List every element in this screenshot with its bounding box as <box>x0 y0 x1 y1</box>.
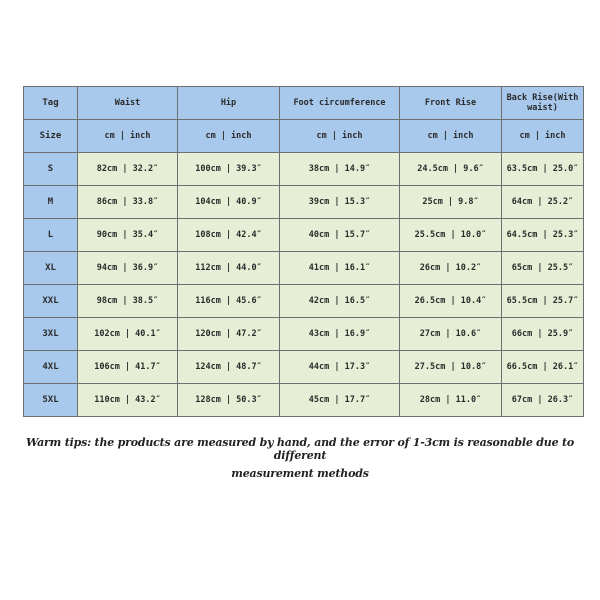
cell-back-rise: 66.5cm | 26.1″ <box>502 351 584 384</box>
table-row <box>24 384 584 417</box>
warm-tips-line-1: Warm tips: the products are measured by hand, and the error of 1-3cm is reasonable due to different <box>25 436 575 462</box>
header-cell-back-rise: Back Rise(With waist) <box>502 87 584 120</box>
cell-hip: 100cm | 39.3″ <box>178 153 280 186</box>
cell-waist: 82cm | 32.2″ <box>78 153 178 186</box>
cell-hip: 116cm | 45.6″ <box>178 285 280 318</box>
cell-hip: 104cm | 40.9″ <box>178 186 280 219</box>
cell-foot-circumference: 44cm | 17.3″ <box>280 351 400 384</box>
cell-waist: 90cm | 35.4″ <box>78 219 178 252</box>
cell-front-rise: 25.5cm | 10.0″ <box>400 219 502 252</box>
cell-front-rise: 24.5cm | 9.6″ <box>400 153 502 186</box>
cell-back-rise: 66cm | 25.9″ <box>502 318 584 351</box>
header-row-tag <box>24 87 584 120</box>
table-row <box>24 285 584 318</box>
cell-waist: 110cm | 43.2″ <box>78 384 178 417</box>
cell-hip: 112cm | 44.0″ <box>178 252 280 285</box>
cell-back-rise: 64cm | 25.2″ <box>502 186 584 219</box>
cell-waist: 106cm | 41.7″ <box>78 351 178 384</box>
cell-front-rise: 25cm | 9.8″ <box>400 186 502 219</box>
cell-front-rise: 26cm | 10.2″ <box>400 252 502 285</box>
cell-foot-circumference: 41cm | 16.1″ <box>280 252 400 285</box>
cell-back-rise: 63.5cm | 25.0″ <box>502 153 584 186</box>
table-row <box>24 318 584 351</box>
cell-foot-circumference: 42cm | 16.5″ <box>280 285 400 318</box>
cell-size: M <box>24 186 78 219</box>
header-cell-size: Size <box>24 120 78 153</box>
header-cell-foot-circumference: Foot circumference <box>280 87 400 120</box>
cell-hip: 108cm | 42.4″ <box>178 219 280 252</box>
header-cell-front-rise: Front Rise <box>400 87 502 120</box>
cell-hip: 128cm | 50.3″ <box>178 384 280 417</box>
header-cell-tag: Tag <box>24 87 78 120</box>
cell-back-rise: 64.5cm | 25.3″ <box>502 219 584 252</box>
cell-waist: 98cm | 38.5″ <box>78 285 178 318</box>
cell-back-rise: 67cm | 26.3″ <box>502 384 584 417</box>
cell-size: XXL <box>24 285 78 318</box>
header-cell-waist: Waist <box>78 87 178 120</box>
table-row <box>24 153 584 186</box>
cell-size: L <box>24 219 78 252</box>
cell-foot-circumference: 39cm | 15.3″ <box>280 186 400 219</box>
warm-tips-line-2: measurement methods <box>231 467 369 480</box>
unit-cell-waist: cm | inch <box>78 120 178 153</box>
cell-waist: 102cm | 40.1″ <box>78 318 178 351</box>
size-chart-table <box>23 86 584 417</box>
cell-front-rise: 27.5cm | 10.8″ <box>400 351 502 384</box>
unit-cell-hip: cm | inch <box>178 120 280 153</box>
table-row <box>24 186 584 219</box>
cell-hip: 120cm | 47.2″ <box>178 318 280 351</box>
unit-cell-foot-circumference: cm | inch <box>280 120 400 153</box>
cell-foot-circumference: 40cm | 15.7″ <box>280 219 400 252</box>
cell-waist: 94cm | 36.9″ <box>78 252 178 285</box>
cell-foot-circumference: 43cm | 16.9″ <box>280 318 400 351</box>
cell-front-rise: 27cm | 10.6″ <box>400 318 502 351</box>
unit-cell-front-rise: cm | inch <box>400 120 502 153</box>
cell-waist: 86cm | 33.8″ <box>78 186 178 219</box>
unit-cell-back-rise: cm | inch <box>502 120 584 153</box>
cell-size: S <box>24 153 78 186</box>
cell-foot-circumference: 45cm | 17.7″ <box>280 384 400 417</box>
cell-back-rise: 65cm | 25.5″ <box>502 252 584 285</box>
cell-size: XL <box>24 252 78 285</box>
header-row-size <box>24 120 584 153</box>
table-row <box>24 219 584 252</box>
cell-hip: 124cm | 48.7″ <box>178 351 280 384</box>
table-row <box>24 351 584 384</box>
cell-size: 5XL <box>24 384 78 417</box>
cell-size: 4XL <box>24 351 78 384</box>
cell-back-rise: 65.5cm | 25.7″ <box>502 285 584 318</box>
size-chart <box>23 86 583 417</box>
header-cell-hip: Hip <box>178 87 280 120</box>
cell-size: 3XL <box>24 318 78 351</box>
cell-front-rise: 26.5cm | 10.4″ <box>400 285 502 318</box>
cell-foot-circumference: 38cm | 14.9″ <box>280 153 400 186</box>
cell-front-rise: 28cm | 11.0″ <box>400 384 502 417</box>
table-row <box>24 252 584 285</box>
